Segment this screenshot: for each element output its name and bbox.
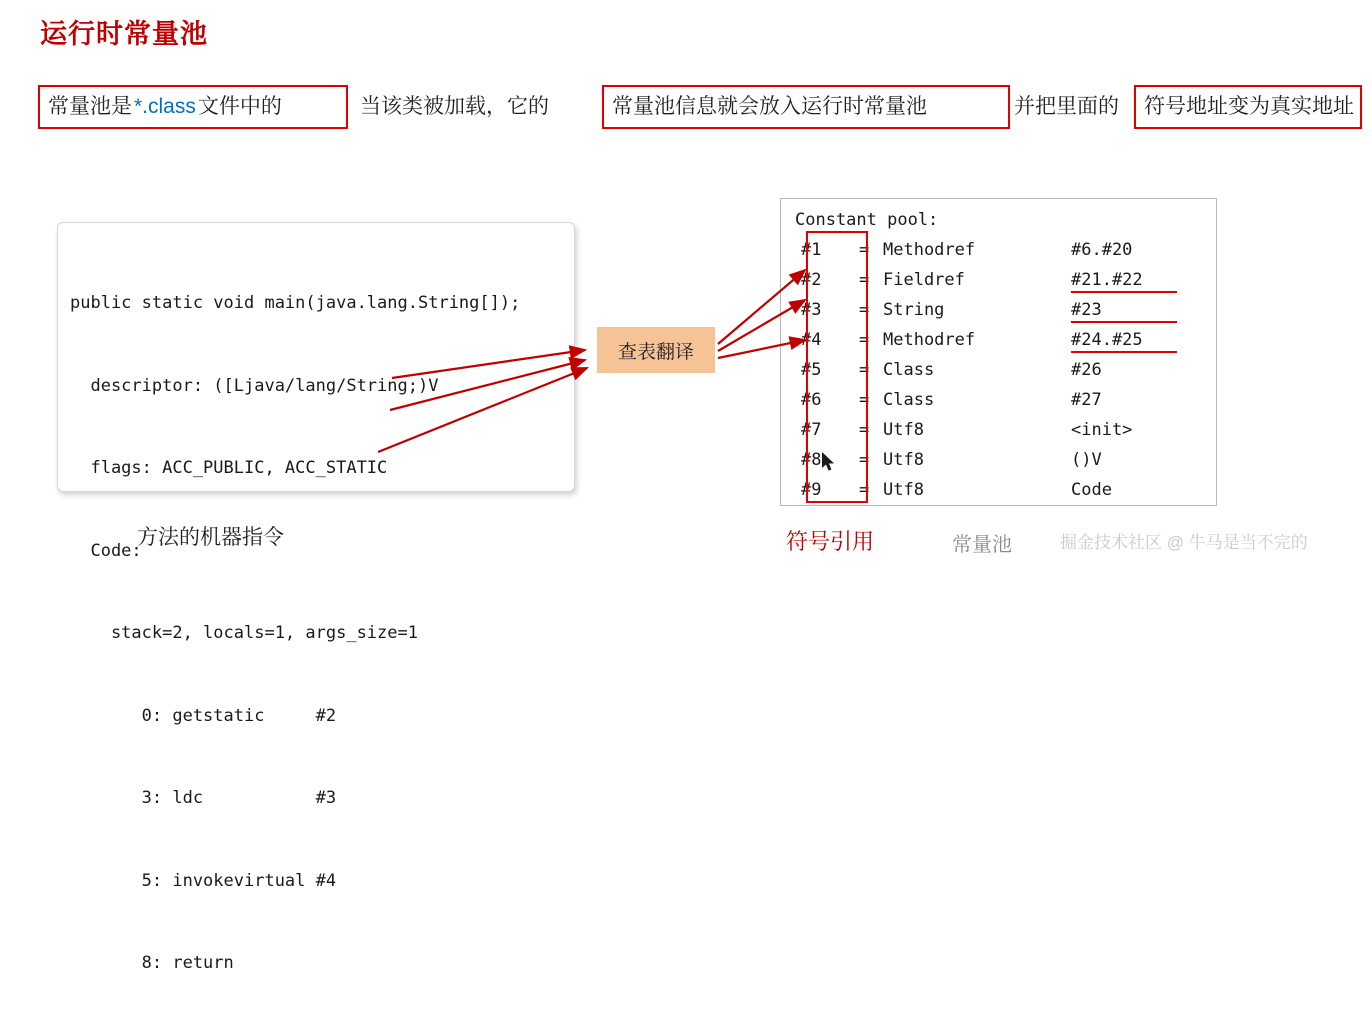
code-line: stack=2, locals=1, args_size=1 [70, 623, 418, 643]
code-line: 5: invokevirtual #4 [70, 870, 337, 891]
watermark-secondary: 常量池 [952, 534, 1012, 556]
sentence-segment-5: 符号地址变为真实地址 [1134, 85, 1362, 129]
constant-pool-title: Constant pool: [795, 210, 939, 230]
pool-equals: = [859, 240, 870, 260]
pool-equals: = [859, 300, 870, 320]
pool-equals: = [859, 390, 870, 410]
sentence-segment-3: 常量池信息就会放入运行时常量池 [602, 85, 1010, 129]
pool-type: String [883, 300, 945, 320]
pool-value: #26 [1071, 360, 1102, 380]
sentence-segment-2: 当该类被加载，它的 [360, 95, 549, 118]
constant-pool-row [791, 295, 1206, 325]
pool-equals: = [859, 450, 870, 470]
pool-index: #6 [801, 390, 822, 410]
page-title: 运行时常量池 [40, 19, 208, 49]
pool-equals: = [859, 330, 870, 350]
code-line: descriptor: ([Ljava/lang/String;)V [70, 375, 439, 396]
pool-equals: = [859, 420, 870, 440]
pool-value: #21.#22 [1071, 265, 1191, 295]
constant-pool-panel [780, 198, 1217, 506]
sentence-row [38, 85, 1358, 135]
pool-value: #23 [1071, 295, 1191, 325]
code-line: 8: return [70, 953, 234, 973]
sentence-segment-1 [38, 85, 348, 129]
pool-value: #6.#20 [1071, 240, 1133, 260]
caption-left: 方法的机器指令 [137, 526, 284, 549]
pool-index: #9 [801, 480, 822, 500]
constant-pool-row [791, 235, 1206, 265]
pool-value: <init> [1071, 420, 1133, 440]
lookup-translate-label: 查表翻译 [597, 327, 715, 373]
code-line: Code: [70, 540, 142, 561]
pool-type: Fieldref [883, 270, 965, 290]
constant-pool-row [791, 445, 1206, 475]
pool-index: #5 [801, 360, 822, 380]
sentence-segment-1-text-a: 常量池是 [48, 95, 132, 118]
pool-index: #7 [801, 420, 822, 440]
constant-pool-row [791, 475, 1206, 505]
pool-value: #27 [1071, 390, 1102, 410]
constant-pool-row [791, 265, 1206, 295]
pool-type: Methodref [883, 240, 976, 260]
pool-index: #2 [801, 270, 822, 290]
sentence-segment-4: 并把里面的 [1014, 95, 1119, 118]
pool-index: #8 [801, 450, 822, 470]
pool-equals: = [859, 270, 870, 290]
pool-value: ()V [1071, 450, 1102, 470]
pool-type: Utf8 [883, 480, 924, 500]
code-line: flags: ACC_PUBLIC, ACC_STATIC [70, 458, 388, 478]
pool-equals: = [859, 360, 870, 380]
constant-pool-row [791, 415, 1206, 445]
constant-pool-row [791, 385, 1206, 415]
pool-type: Class [883, 360, 935, 380]
class-keyword: *.class [134, 95, 196, 118]
pool-index: #1 [801, 240, 822, 260]
pool-type: Methodref [883, 330, 976, 350]
pool-type: Utf8 [883, 450, 924, 470]
code-line: 3: ldc #3 [70, 788, 337, 808]
pool-type: Utf8 [883, 420, 924, 440]
pool-value: #24.#25 [1071, 325, 1191, 355]
pool-index: #3 [801, 300, 822, 320]
constant-pool-row [791, 355, 1206, 385]
pool-index: #4 [801, 330, 822, 350]
code-line: public static void main(java.lang.String[]); [70, 293, 521, 313]
caption-right: 符号引用 [786, 529, 875, 554]
watermark: 掘金技术社区 @ 牛马是当不完的 [1060, 533, 1308, 552]
pool-equals: = [859, 480, 870, 500]
pool-type: Class [883, 390, 935, 410]
pool-value: Code [1071, 480, 1112, 500]
sentence-segment-1-text-b: 文件中的 [197, 95, 282, 118]
constant-pool-row [791, 325, 1206, 355]
code-line: 0: getstatic #2 [70, 705, 337, 726]
